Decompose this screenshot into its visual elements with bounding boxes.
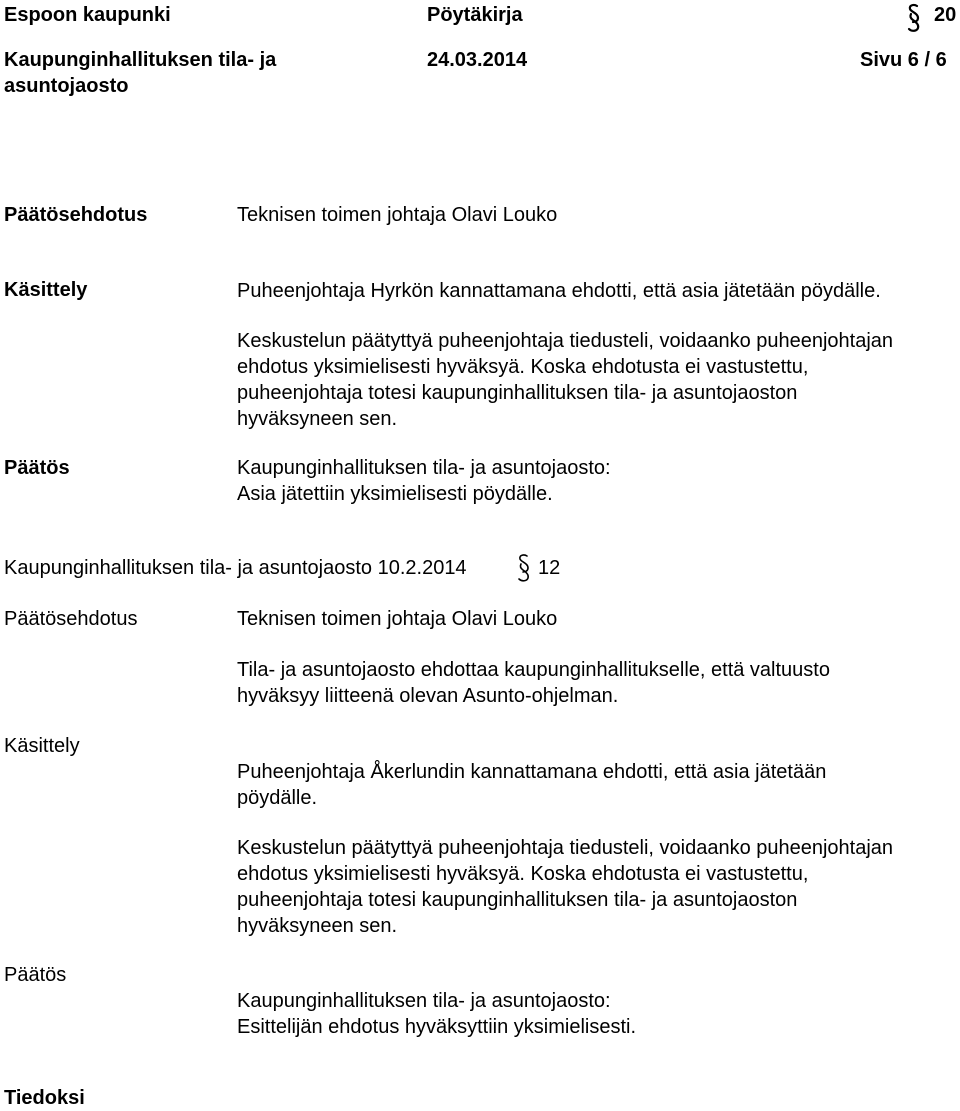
- paragraph-line: Asia jätettiin yksimielisesti pöydälle.: [237, 483, 553, 505]
- part2-kasittely-p1: [237, 759, 826, 811]
- part1-paatos-label: Päätös: [4, 457, 70, 479]
- paragraph-line: ehdotus yksimielisesti hyväksyä. Koska ehdotusta ei vastustettu,: [237, 356, 809, 378]
- paragraph-line: pöydälle.: [237, 787, 318, 809]
- header-city: Espoon kaupunki: [4, 4, 171, 26]
- part1-kasittely-p2: [237, 328, 893, 432]
- paragraph-line: puheenjohtaja totesi kaupunginhallituksen tila- ja asuntojaoston: [237, 889, 798, 911]
- part2-kasittely-p2: [237, 835, 893, 939]
- paragraph-line: Puheenjohtaja Åkerlundin kannattamana ehdotti, että asia jätetään: [237, 761, 827, 783]
- part1-ehdotus-text: Teknisen toimen johtaja Olavi Louko: [237, 204, 558, 226]
- part2-ehdotus-label: Päätösehdotus: [4, 608, 138, 630]
- paragraph-line: puheenjohtaja totesi kaupunginhallituksen tila- ja asuntojaoston: [237, 382, 798, 404]
- paragraph-line: hyväksyneen sen.: [237, 408, 398, 430]
- part1-ehdotus-label: Päätösehdotus: [4, 204, 148, 226]
- part1-kasittely-label: Käsittely: [4, 279, 88, 301]
- header-doc-type: Pöytäkirja: [427, 4, 523, 26]
- section-sign-icon: [904, 2, 924, 34]
- paragraph-line: Tila- ja asuntojaosto ehdottaa kaupunginhallitukselle, että valtuusto: [237, 659, 830, 681]
- section-sign-icon: [514, 552, 534, 584]
- paragraph-line: Keskustelun päätyttyä puheenjohtaja tiedusteli, voidaanko puheenjohtajan: [237, 837, 894, 859]
- header-body-line2: asuntojaosto: [4, 75, 129, 97]
- paragraph-line: Keskustelun päätyttyä puheenjohtaja tiedusteli, voidaanko puheenjohtajan: [237, 330, 894, 352]
- paragraph-line: Kaupunginhallituksen tila- ja asuntojaosto:: [237, 990, 611, 1012]
- part2-ehdotus-text: Teknisen toimen johtaja Olavi Louko: [237, 608, 558, 630]
- paragraph-line: hyväksyy liitteenä olevan Asunto-ohjelman.: [237, 685, 619, 707]
- paragraph-line: Kaupunginhallituksen tila- ja asuntojaosto:: [237, 457, 611, 479]
- part2-ehdotus-body: [237, 657, 830, 709]
- part2-paatos-label: Päätös: [4, 964, 67, 986]
- paragraph-line: hyväksyneen sen.: [237, 915, 398, 937]
- part2-meeting-section: 12: [538, 557, 561, 579]
- part2-paatos-text: [237, 988, 636, 1040]
- header-date: 24.03.2014: [427, 49, 528, 71]
- paragraph-line: Esittelijän ehdotus hyväksyttiin yksimielisesti.: [237, 1016, 637, 1038]
- part1-kasittely-p1: Puheenjohtaja Hyrkön kannattamana ehdotti, että asia jätetään pöydälle.: [237, 280, 881, 302]
- part2-meeting-ref: Kaupunginhallituksen tila- ja asuntojaosto 10.2.2014: [4, 557, 467, 579]
- part2-kasittely-label: Käsittely: [4, 735, 80, 757]
- paragraph-line: ehdotus yksimielisesti hyväksyä. Koska ehdotusta ei vastustettu,: [237, 863, 809, 885]
- part1-paatos-text: [237, 455, 611, 507]
- header-body-line1: Kaupunginhallituksen tila- ja: [4, 49, 277, 71]
- header-section-number: 20: [934, 4, 957, 26]
- tiedoksi-label: Tiedoksi: [4, 1087, 85, 1109]
- header-page: Sivu 6 / 6: [860, 49, 947, 71]
